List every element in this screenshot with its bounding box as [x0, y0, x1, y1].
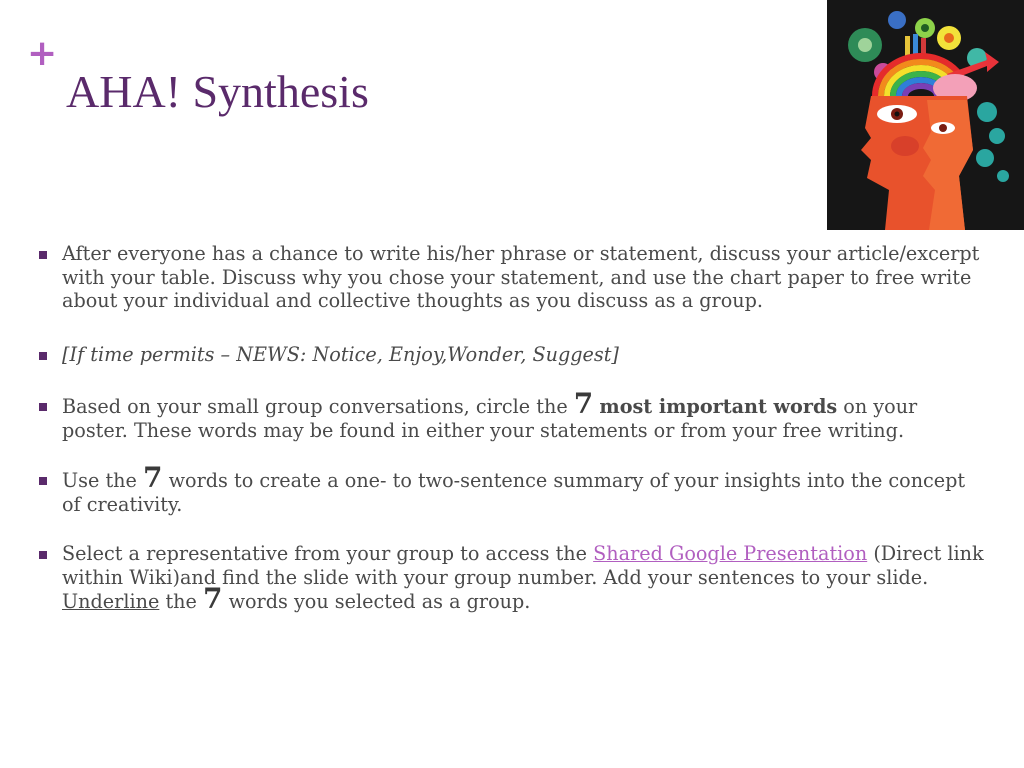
bullet-text: words to create a one- to two-sentence summary of your insights into the concept of creativity.	[62, 469, 966, 516]
bullet-list	[36, 242, 988, 614]
bullet-text: Based on your small group conversations, circle the	[62, 395, 568, 418]
bullet-text: the	[165, 590, 197, 613]
bullet-text: Use the	[62, 469, 137, 492]
bullet-marker	[39, 551, 47, 559]
emphasis-text: most important words	[599, 395, 838, 418]
bullet-item	[36, 387, 988, 442]
underline-word: Underline	[62, 590, 160, 613]
bullet-text: (Direct link within Wiki)and find the slide with your group number. Add your sentences to your slide.	[62, 542, 984, 589]
bullet-text: on your poster. These words may be found in either your statements or from your free writing.	[62, 395, 918, 442]
bullet-marker	[39, 403, 47, 411]
number-seven: 7	[143, 461, 163, 494]
number-seven: 7	[202, 582, 223, 615]
bullet-marker	[39, 477, 47, 485]
number-seven: 7	[573, 387, 594, 420]
bullet-text: words you selected as a group.	[228, 590, 531, 613]
bullet-text: [If time permits – NEWS: Notice, Enjoy,Wonder, Suggest]	[62, 342, 619, 366]
bullet-item	[36, 461, 988, 516]
bullet-item	[36, 542, 988, 614]
bullet-text: After everyone has a chance to write his/her phrase or statement, discuss your article/excerpt with your table. Discuss why you chose your statement, and use the chart paper to free write about your individual and collective thoughts as you discuss as a group.	[62, 242, 980, 312]
bullet-marker	[39, 251, 47, 259]
shared-presentation-link[interactable]: Shared Google Presentation	[593, 542, 868, 565]
bullet-text: Select a representative from your group to access the	[62, 542, 588, 565]
head-creativity-illustration	[827, 0, 1024, 230]
slide-title: AHA! Synthesis	[66, 66, 369, 117]
bullet-marker	[39, 352, 47, 360]
bullet-item	[36, 343, 988, 367]
bullet-item	[36, 242, 988, 313]
plus-symbol: +	[27, 33, 58, 74]
